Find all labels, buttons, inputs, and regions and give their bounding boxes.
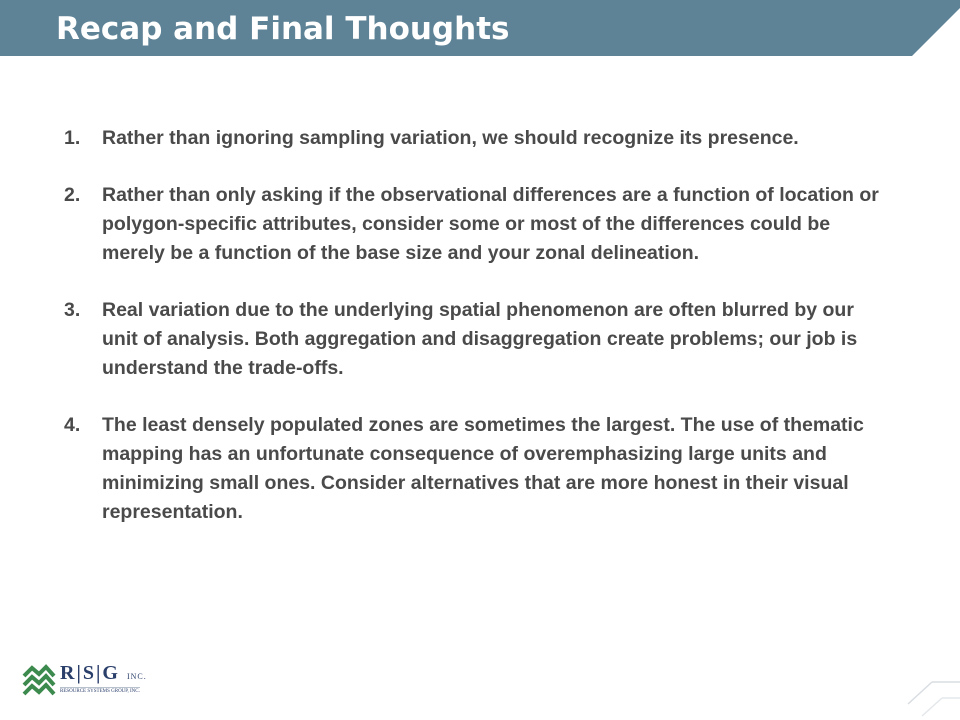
list-item-text: Rather than ignoring sampling variation, we should recognize its presence. [102,127,799,149]
corner-decoration [880,676,960,720]
list-item-number: 2. [64,184,81,206]
company-logo [22,660,162,700]
logo-wordmark [60,662,147,685]
recap-list [64,124,884,555]
list-item [64,124,884,153]
logo-subtitle: RESOURCE SYSTEMS GROUP, INC. [60,689,140,694]
list-item-text: The least densely populated zones are sometimes the largest. The use of thematic mapping has an unfortunate consequence of overemphasizing large units and minimizing small ones. Consider alternatives that are more honest in their visual representation. [102,414,864,523]
logo-suffix: INC. [126,672,147,681]
logo-letters: R|S|G [60,662,120,684]
list-item-text: Rather than only asking if the observational differences are a function of location or polygon-specific attributes, consider some or most of the differences could be merely be a function of the base size and your zonal delineation. [102,184,879,264]
list-item-number: 4. [64,414,81,436]
mountain-logo-icon [22,662,56,698]
list-item-number: 3. [64,299,81,321]
list-item [64,181,884,268]
list-item [64,411,884,527]
slide-title: Recap and Final Thoughts [56,11,510,47]
list-item [64,296,884,383]
list-item-number: 1. [64,127,81,149]
list-item-text: Real variation due to the underlying spatial phenomenon are often blurred by our unit of analysis. Both aggregation and disaggregation create problems; our job is understand the trade-offs. [102,299,858,379]
